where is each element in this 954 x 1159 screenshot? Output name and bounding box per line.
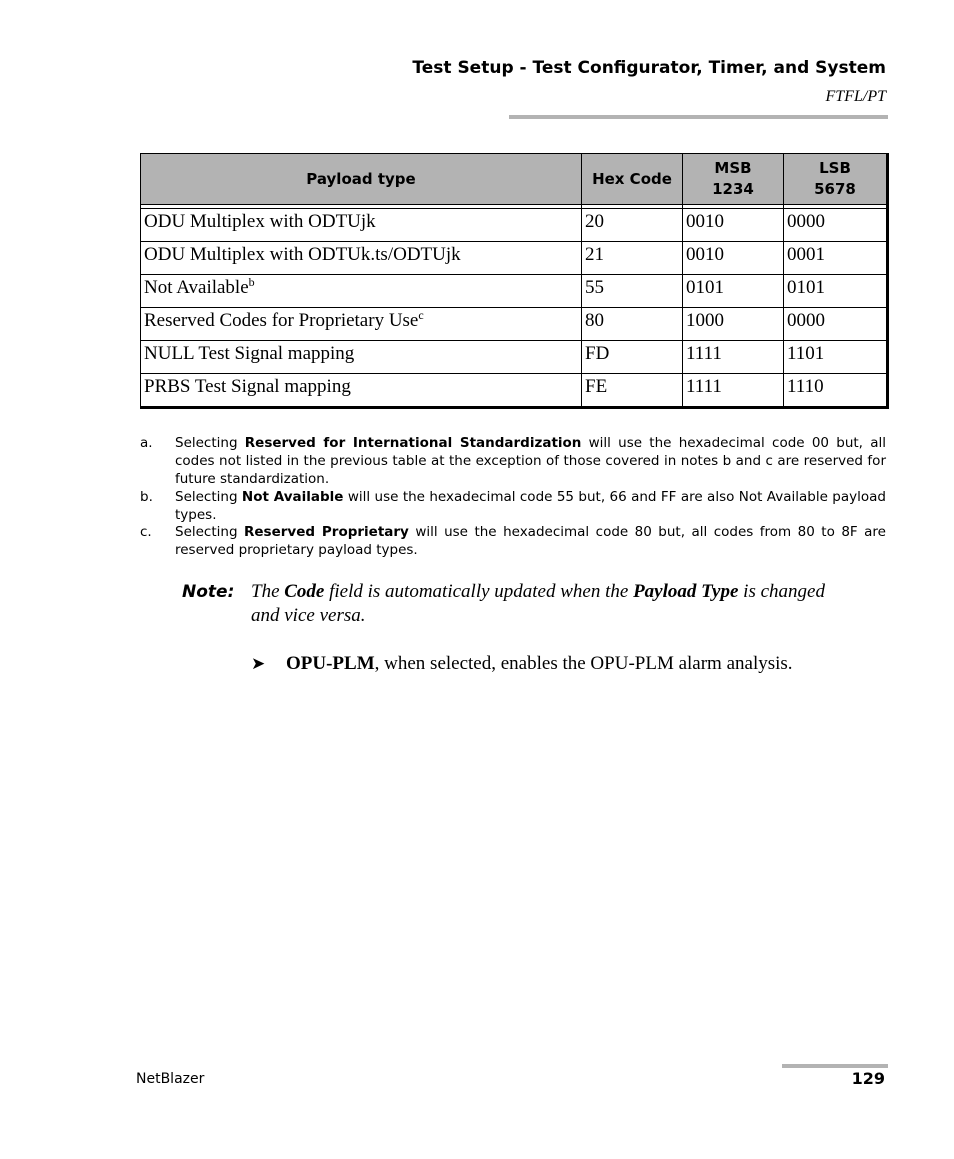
footnote-body	[175, 488, 886, 524]
payload-text: NULL Test Signal mapping	[144, 343, 355, 364]
header-payload-type: Payload type	[141, 154, 582, 205]
note-segment: The	[251, 581, 285, 602]
payload-type-table	[140, 153, 889, 409]
footnote-text: Selecting	[175, 435, 245, 451]
note-text	[251, 580, 842, 628]
table-row	[141, 308, 888, 341]
payload-text: PRBS Test Signal mapping	[144, 376, 351, 397]
lsb-cell: 0101	[784, 275, 888, 308]
table-row	[141, 242, 888, 275]
footnote-body	[175, 523, 886, 559]
header-hex-code: Hex Code	[582, 154, 683, 205]
header-msb-bits: 1234	[712, 180, 754, 198]
header-rule	[509, 115, 888, 119]
note-label: Note:	[182, 582, 235, 602]
footnote-ref: b	[248, 275, 255, 289]
bullet-text: , when selected, enables the OPU-PLM alarm analysis.	[374, 653, 793, 674]
footer-product: NetBlazer	[136, 1071, 205, 1087]
lsb-cell: 1101	[784, 341, 888, 374]
payload-text: ODU Multiplex with ODTUjk	[144, 211, 376, 232]
arrow-bullet-icon: ➤	[251, 654, 266, 673]
lsb-cell: 0000	[784, 209, 888, 242]
footnote-text: will use the hexadecimal code 80 but, all codes from 80 to 8F are reserved proprietary payload types.	[175, 524, 886, 558]
note-segment: is changed and vice versa.	[251, 581, 825, 626]
table-row	[141, 341, 888, 374]
bullet-item	[251, 652, 793, 676]
payload-cell	[141, 242, 582, 275]
msb-cell: 0010	[683, 209, 784, 242]
footnote-text: will use the hexadecimal code 00 but, all codes not listed in the previous table at the exception of those covered in notes b and c are reserved for future standardization.	[175, 435, 886, 487]
hex-cell: 80	[582, 308, 683, 341]
payload-cell	[141, 308, 582, 341]
payload-text: ODU Multiplex with ODTUk.ts/ODTUjk	[144, 244, 461, 265]
payload-text: Reserved Codes for Proprietary Use	[144, 310, 419, 331]
msb-cell: 1000	[683, 308, 784, 341]
page-header-subtitle: FTFL/PT	[825, 88, 886, 105]
table-row	[141, 209, 888, 242]
msb-cell: 1111	[683, 374, 784, 408]
table-row	[141, 374, 888, 408]
footnote-text: Selecting	[175, 489, 242, 505]
msb-cell: 0101	[683, 275, 784, 308]
header-msb	[683, 154, 784, 205]
table-row	[141, 275, 888, 308]
msb-cell: 1111	[683, 341, 784, 374]
hex-cell: 55	[582, 275, 683, 308]
footer-rule	[782, 1064, 888, 1068]
table-header-row	[141, 154, 888, 205]
footnote-mark: c.	[140, 524, 152, 540]
header-lsb-bits: 5678	[814, 180, 856, 198]
footnote-bold: Reserved for International Standardization	[244, 435, 582, 451]
note-segment: field is automatically updated when the	[324, 581, 634, 602]
footnote-body	[175, 434, 886, 488]
page-number: 129	[851, 1069, 885, 1088]
footnote-b	[140, 488, 886, 524]
lsb-cell: 0000	[784, 308, 888, 341]
lsb-cell: 0001	[784, 242, 888, 275]
footnote-ref: c	[418, 308, 424, 322]
hex-cell: FE	[582, 374, 683, 408]
lsb-cell: 1110	[784, 374, 888, 408]
msb-cell: 0010	[683, 242, 784, 275]
header-lsb-label: LSB	[819, 159, 851, 177]
note-block	[182, 580, 842, 628]
page-header-title: Test Setup - Test Configurator, Timer, and System	[412, 58, 886, 78]
payload-cell	[141, 341, 582, 374]
payload-cell	[141, 374, 582, 408]
footnote-mark: b.	[140, 489, 153, 505]
footnote-c	[140, 523, 886, 559]
note-bold: Code	[284, 581, 325, 602]
footnote-text: Selecting	[175, 524, 244, 540]
hex-cell: 21	[582, 242, 683, 275]
payload-cell	[141, 275, 582, 308]
footnote-mark: a.	[140, 435, 153, 451]
footnote-bold: Not Available	[241, 489, 344, 505]
payload-text: Not Available	[144, 277, 249, 298]
note-bold: Payload Type	[633, 581, 739, 602]
footnote-bold: Reserved Proprietary	[244, 524, 409, 540]
footnote-a	[140, 434, 886, 488]
header-lsb	[784, 154, 888, 205]
footnote-text: will use the hexadecimal code 55 but, 66 and FF are also Not Available payload types.	[175, 489, 886, 523]
header-msb-label: MSB	[714, 159, 752, 177]
hex-cell: FD	[582, 341, 683, 374]
payload-cell	[141, 209, 582, 242]
hex-cell: 20	[582, 209, 683, 242]
bullet-term: OPU-PLM	[286, 653, 375, 674]
